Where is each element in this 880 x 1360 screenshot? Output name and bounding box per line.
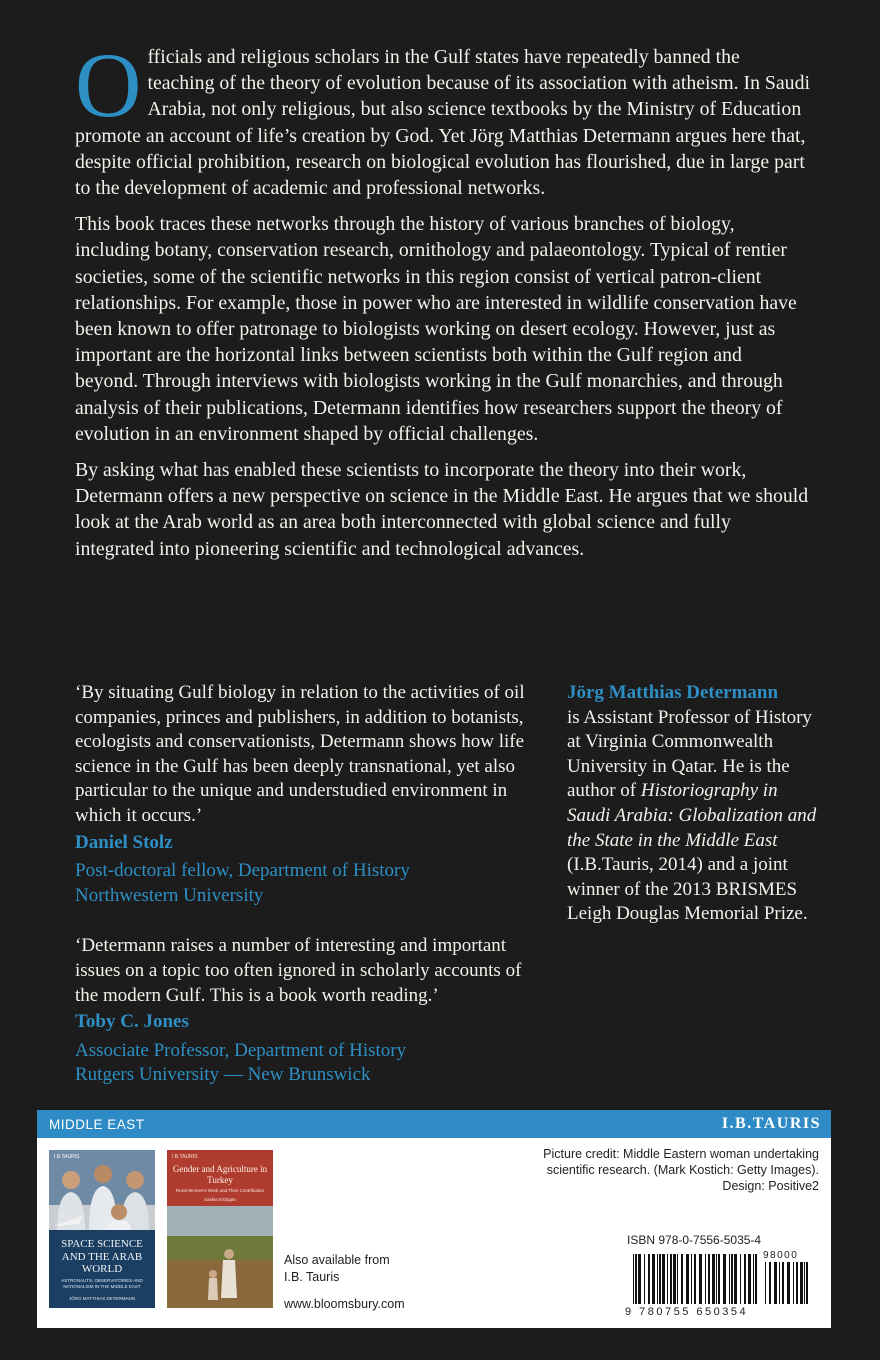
- endorsement-quote: ‘Determann raises a number of interesting and important issues on a topic too often ignored in scholarly accounts of the modern Gulf. This is a book worth reading.’: [75, 935, 522, 1006]
- design-credit: Design: Positive2: [722, 1179, 819, 1193]
- cover1-title: SPACE SCIENCE AND THE ARAB WORLD: [61, 1238, 143, 1275]
- barcode-bar: [652, 1254, 655, 1304]
- picture-credit: [519, 1146, 819, 1194]
- barcode: [625, 1250, 815, 1320]
- barcode-bar: [734, 1254, 737, 1304]
- endorser-affiliation-line2: Rutgers University — New Brunswick: [75, 1064, 371, 1086]
- barcode-bar: [633, 1254, 634, 1304]
- cover1-author: JÖRG MATTHIAS DETERMANN: [69, 1296, 135, 1301]
- barcode-bar: [723, 1254, 726, 1304]
- barcode-bar: [681, 1254, 683, 1304]
- barcode-bar: [804, 1262, 805, 1304]
- endorsements: [75, 681, 545, 1114]
- barcode-bar: [699, 1254, 702, 1304]
- barcode-bar: [638, 1254, 641, 1304]
- barcode-bar: [755, 1254, 757, 1304]
- author-bio-text-end: (I.B.Tauris, 2014) and a joint winner of the 2013 BRISMES Leigh Douglas Memorial Prize.: [567, 854, 808, 925]
- barcode-bar: [677, 1254, 678, 1304]
- also-available-line2: I.B. Tauris: [284, 1270, 340, 1284]
- barcode-bar: [659, 1254, 661, 1304]
- description-paragraph-2: This book traces these networks through the history of various branches of biology, including botany, conservation research, ornithology and palaeontology. Typical of rentier societies, some of the scientific networks in this region consist of vertical patron-client relationships. For example, those in power who are interested in wildlife conservation have been known to offer patronage to biologists working on desert ecology. However, just as important are the horizontal links between scientists both within the Gulf region and beyond. Through interviews with biologists working in the Gulf monarchies, and through analysis of their publications, Determann identifies how researchers support the theory of evolution in an environment shaped by official challenges.: [75, 213, 797, 445]
- drop-cap: O: [75, 34, 142, 136]
- barcode-bar: [793, 1262, 794, 1304]
- cover2-publisher-mark: I.B.TAURIS: [172, 1154, 198, 1160]
- author-name: Jörg Matthias Determann: [567, 682, 779, 703]
- series-band: [37, 1110, 831, 1138]
- barcode-bar: [708, 1254, 710, 1304]
- barcode-bar: [753, 1254, 754, 1304]
- related-book-cover-gender-agriculture: [167, 1150, 273, 1308]
- barcode-bar: [731, 1254, 733, 1304]
- cover2-author: Saskia Erdogan: [204, 1197, 236, 1202]
- barcode-bar: [729, 1254, 730, 1304]
- barcode-bar: [769, 1262, 771, 1304]
- cover2-subtitle: Rural Women's Work and Their Contribution: [176, 1188, 264, 1193]
- barcode-bar: [667, 1254, 668, 1304]
- barcode-bar: [718, 1254, 720, 1304]
- endorser-name: Daniel Stolz: [75, 831, 173, 853]
- barcode-bar: [806, 1262, 808, 1304]
- barcode-bar: [694, 1254, 696, 1304]
- barcode-bar: [744, 1254, 746, 1304]
- cover1-publisher-mark: I.B.TAURIS: [54, 1154, 80, 1160]
- endorsement-quote: ‘By situating Gulf biology in relation to the activities of oil companies, princes and publishers, in addition to botanists, ecologists and conservationists, Determann shows how life science in the Gulf has been deeply transnational, yet also particular to the unique and understudied environment in which it occurs.’: [75, 682, 525, 826]
- barcode-bar: [774, 1262, 777, 1304]
- barcode-bar: [779, 1262, 780, 1304]
- barcode-bar: [686, 1254, 689, 1304]
- barcode-bar: [765, 1262, 766, 1304]
- book-description: [75, 34, 810, 572]
- author-bio-text: is Assistant Professor of History at Virginia Commonwealth University in Qatar. He is the author of: [567, 706, 812, 802]
- barcode-bar: [782, 1262, 784, 1304]
- related-book-cover-space-science: [49, 1150, 155, 1308]
- picture-credit-line1: Picture credit: Middle Eastern woman undertaking: [543, 1147, 819, 1161]
- cover1-subtitle: ASTRONAUTS, OBSERVATORIES AND NATIONALISM IN THE MIDDLE EAST: [61, 1278, 143, 1289]
- series-label: MIDDLE EAST: [49, 1116, 145, 1132]
- barcode-bar: [691, 1254, 692, 1304]
- endorser-affiliation-line1: Associate Professor, Department of History: [75, 1039, 407, 1061]
- publisher-website: www.bloomsbury.com: [284, 1297, 405, 1311]
- barcode-bar: [800, 1262, 803, 1304]
- barcode-bar: [657, 1254, 658, 1304]
- barcode-bar: [716, 1254, 717, 1304]
- also-available-note: [284, 1252, 390, 1286]
- cover2-title: Gender and Agriculture in Turkey: [172, 1164, 268, 1185]
- endorser-affiliation-line1: Post-doctoral fellow, Department of History: [75, 860, 410, 882]
- author-previous-book-title: Historiography in Saudi Arabia: Globalization and the State in the Middle East: [567, 780, 817, 851]
- barcode-bar: [648, 1254, 650, 1304]
- barcode-bar: [705, 1254, 706, 1304]
- description-paragraph-1-text: fficials and religious scholars in the Gulf states have repeatedly banned the teaching of the theory of evolution because of its association with atheism. In Saudi Arabia, not only religious, but also science textbooks by the Ministry of Education promote an account of life’s creation by God. Yet Jörg Matthias Determann argues here that, despite official prohibition, research on biological evolution has flourished, due in large part to the development of academic and professional networks.: [75, 46, 810, 200]
- description-paragraph-3: By asking what has enabled these scientists to incorporate the theory into their work, Determann offers a new perspective on science in the Middle East. He argues that we should look at the Arab world as an area both interconnected with global science and fully integrated into pioneering scientific and technological advances.: [75, 459, 809, 560]
- barcode-bar: [740, 1254, 741, 1304]
- barcode-bar: [644, 1254, 645, 1304]
- picture-credit-line2: scientific research. (Mark Kostich: Getty Images).: [546, 1163, 819, 1177]
- barcode-bar: [670, 1254, 672, 1304]
- barcode-bar: [712, 1254, 715, 1304]
- barcode-digits: 9 780755 650354: [625, 1306, 749, 1318]
- barcode-bar: [796, 1262, 798, 1304]
- barcode-bar: [662, 1254, 665, 1304]
- endorsement-stolz: [75, 681, 545, 908]
- description-paragraph-1: [75, 34, 810, 201]
- publisher-logo: I.B.TAURIS: [721, 1115, 821, 1132]
- barcode-bar: [787, 1262, 790, 1304]
- barcode-price: 98000: [763, 1250, 799, 1261]
- back-cover-footer-panel: [37, 1110, 831, 1328]
- isbn: ISBN 978-0-7556-5035-4: [627, 1233, 762, 1247]
- barcode-bar: [635, 1254, 637, 1304]
- author-bio: [567, 681, 817, 927]
- endorser-affiliation-line2: Northwestern University: [75, 884, 264, 906]
- endorser-name: Toby C. Jones: [75, 1011, 189, 1033]
- barcode-bar: [673, 1254, 676, 1304]
- barcode-bar: [748, 1254, 751, 1304]
- endorsement-jones: [75, 934, 545, 1088]
- also-available-line1: Also available from: [284, 1253, 390, 1267]
